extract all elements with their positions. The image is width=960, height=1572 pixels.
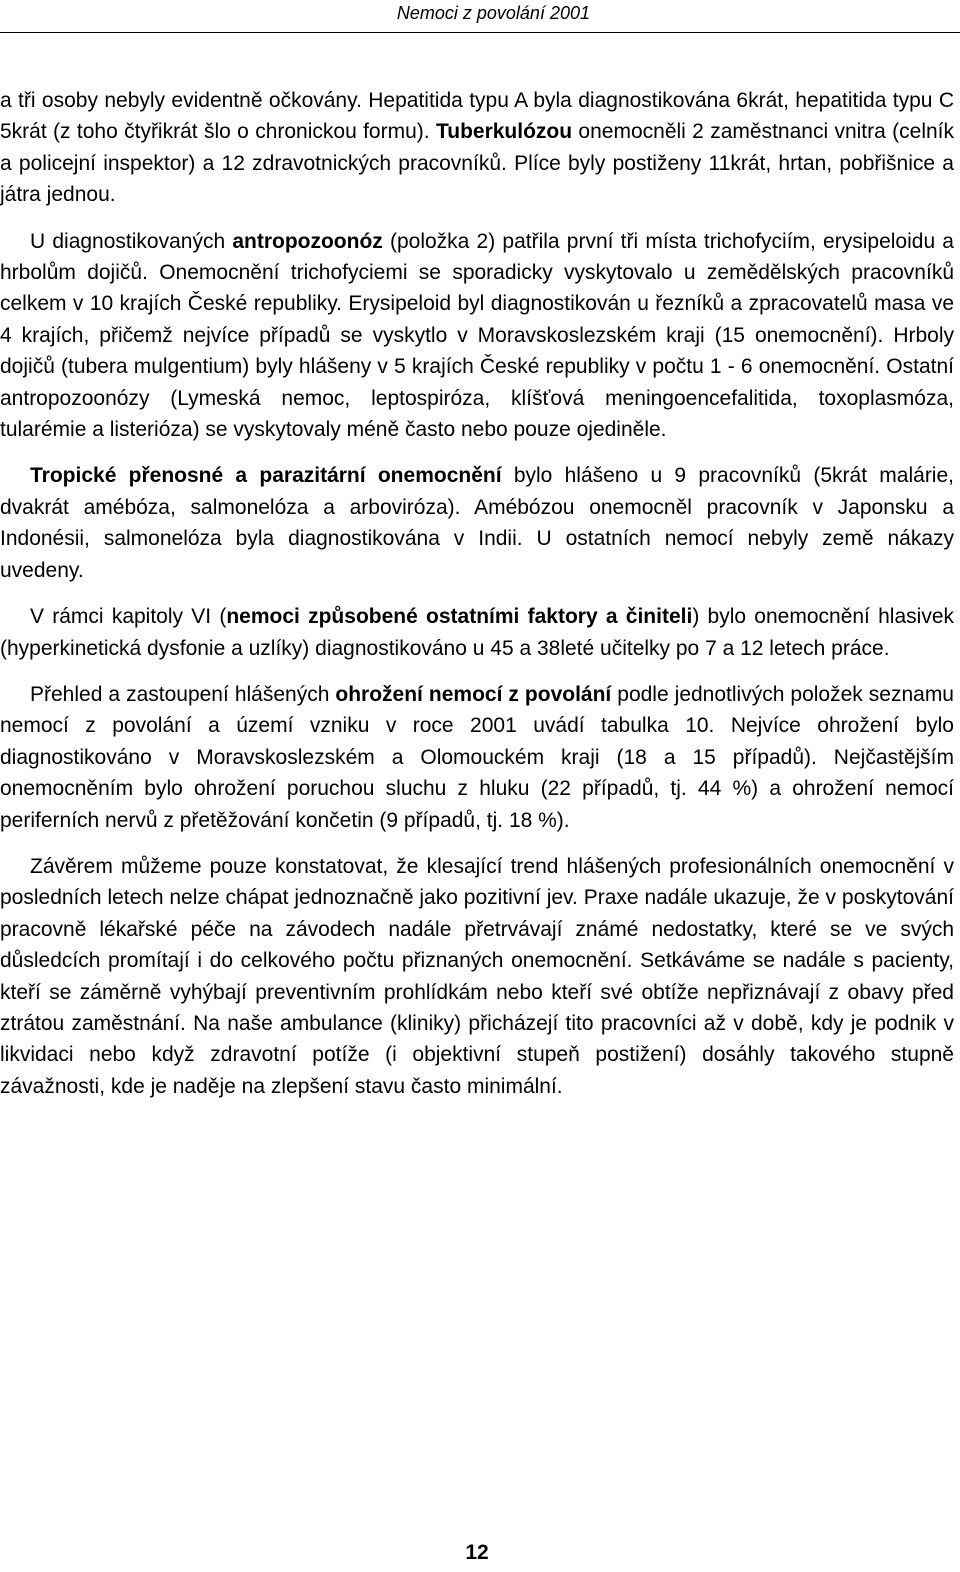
text-run: onemocněli 2 zaměstnanci vnitra (celník a policejní inspektor) a 12 zdravotnických pracovníků. Plíce byly postiženy 11krát, hrtan, pobřišnice a játra jednou.: [0, 120, 955, 207]
paragraph-p3: [0, 460, 954, 586]
bold-term: Tuberkulózou: [435, 120, 573, 144]
paragraph-p4: [0, 601, 954, 664]
text-run: podle jednotlivých položek seznamu nemocí z povolání a území vzniku v roce 2001 uvádí tabulka 10. Nejvíce ohrožení bylo diagnostikováno v Moravskoslezském a Olomouckém kraji (18 a 15 případů). Nejčastějším onemocněním bylo ohrožení poruchou sluchu z hluku (22 případů, tj. 44 %) a ohrožení nemocí periferních nervů z přetěžování končetin (9 případů, tj. 18 %).: [0, 682, 954, 832]
paragraph-p2: [0, 226, 954, 446]
text-run: ) bylo onemocnění hlasivek (hyperkinetická dysfonie a uzlíky) diagnostikováno u 45 a 38leté učitelky po 7 a 12 letech práce.: [0, 605, 954, 660]
text-run: U diagnostikovaných: [30, 229, 233, 253]
text-run: Přehled a zastoupení hlášených: [30, 682, 336, 706]
paragraph-p1: [0, 85, 954, 211]
bold-term: antropozoonóz: [232, 229, 383, 253]
text-run: Závěrem můžeme pouze konstatovat, že klesající trend hlášených profesionálních onemocnění v posledních letech nelze chápat jednoznačně jako pozitivní jev. Praxe nadále ukazuje, že v poskytování pracovně lékařské péče na závodech nadále přetrvávají známé nedostatky, které se ve svých důsledcích promítají i do celkového počtu přiznaných onemocnění. Setkáváme se nadále s pacienty, kteří se záměrně vyhýbají preventivním prohlídkám nebo kteří své obtíže nepřiznávají z obavy před ztrátou zaměstnání. Na naše ambulance (kliniky) přicházejí tito pracovníci až v době, kdy je podnik v likvidaci nebo když zdravotní potíže (i objektivní stupeň postižení) dosáhly takového stupně závažnosti, kde je naděje na zlepšení stavu často minimální.: [0, 854, 954, 1098]
text-run: V rámci kapitoly VI (: [30, 605, 227, 629]
running-header-title: Nemoci z povolání 2001: [396, 3, 590, 23]
running-header: [0, 0, 960, 24]
text-run: bylo hlášeno u 9 pracovníků (5krát malárie, dvakrát amébóza, salmonelóza a arboviróza). Amébózou onemocněl pracovník v Japonsku a Indonésii, salmonelóza byla diagnostikována v Indii. U ostatních nemocí nebyly země nákazy uvedeny.: [0, 464, 954, 582]
paragraph-p5: [0, 679, 954, 836]
document-body: [0, 85, 954, 1117]
bold-term: ohrožení nemocí z povolání: [335, 682, 612, 706]
page-number: 12: [465, 1541, 489, 1564]
text-run: (položka 2) patřila první tři místa trichofyciím, erysipeloidu a hrbolům dojičů. Onemocnění trichofyciemi se sporadicky vyskytovalo u zemědělských pracovníků celkem v 10 krajích České republiky. Erysipeloid byl diagnostikován u řezníků a zpracovatelů masa ve 4 krajích, přičemž nejvíce případů se vyskytlo v Moravskoslezském kraji (15 onemocnění). Hrboly dojičů (tubera mulgentium) byly hlášeny v 5 krajích České republiky v počtu 1 - 6 onemocnění. Ostatní antropozoonózy (Lymeská nemoc, leptospiróza, klíšťová meningoencefalitida, toxoplasmóza, tularémie a listerióza) se vyskytovaly méně často nebo pouze ojediněle.: [0, 229, 954, 442]
header-divider: [0, 32, 960, 33]
text-run: a tři osoby nebyly evidentně očkovány. Hepatitida typu A byla diagnostikována 6krát, hepatitida typu C 5krát (z toho čtyřikrát šlo o chronickou formu).: [0, 89, 954, 144]
bold-term: nemoci způsobené ostatními faktory a činiteli: [226, 605, 693, 629]
bold-term: Tropické přenosné a parazitární onemocnění: [30, 464, 502, 488]
paragraph-p6: [0, 851, 954, 1102]
